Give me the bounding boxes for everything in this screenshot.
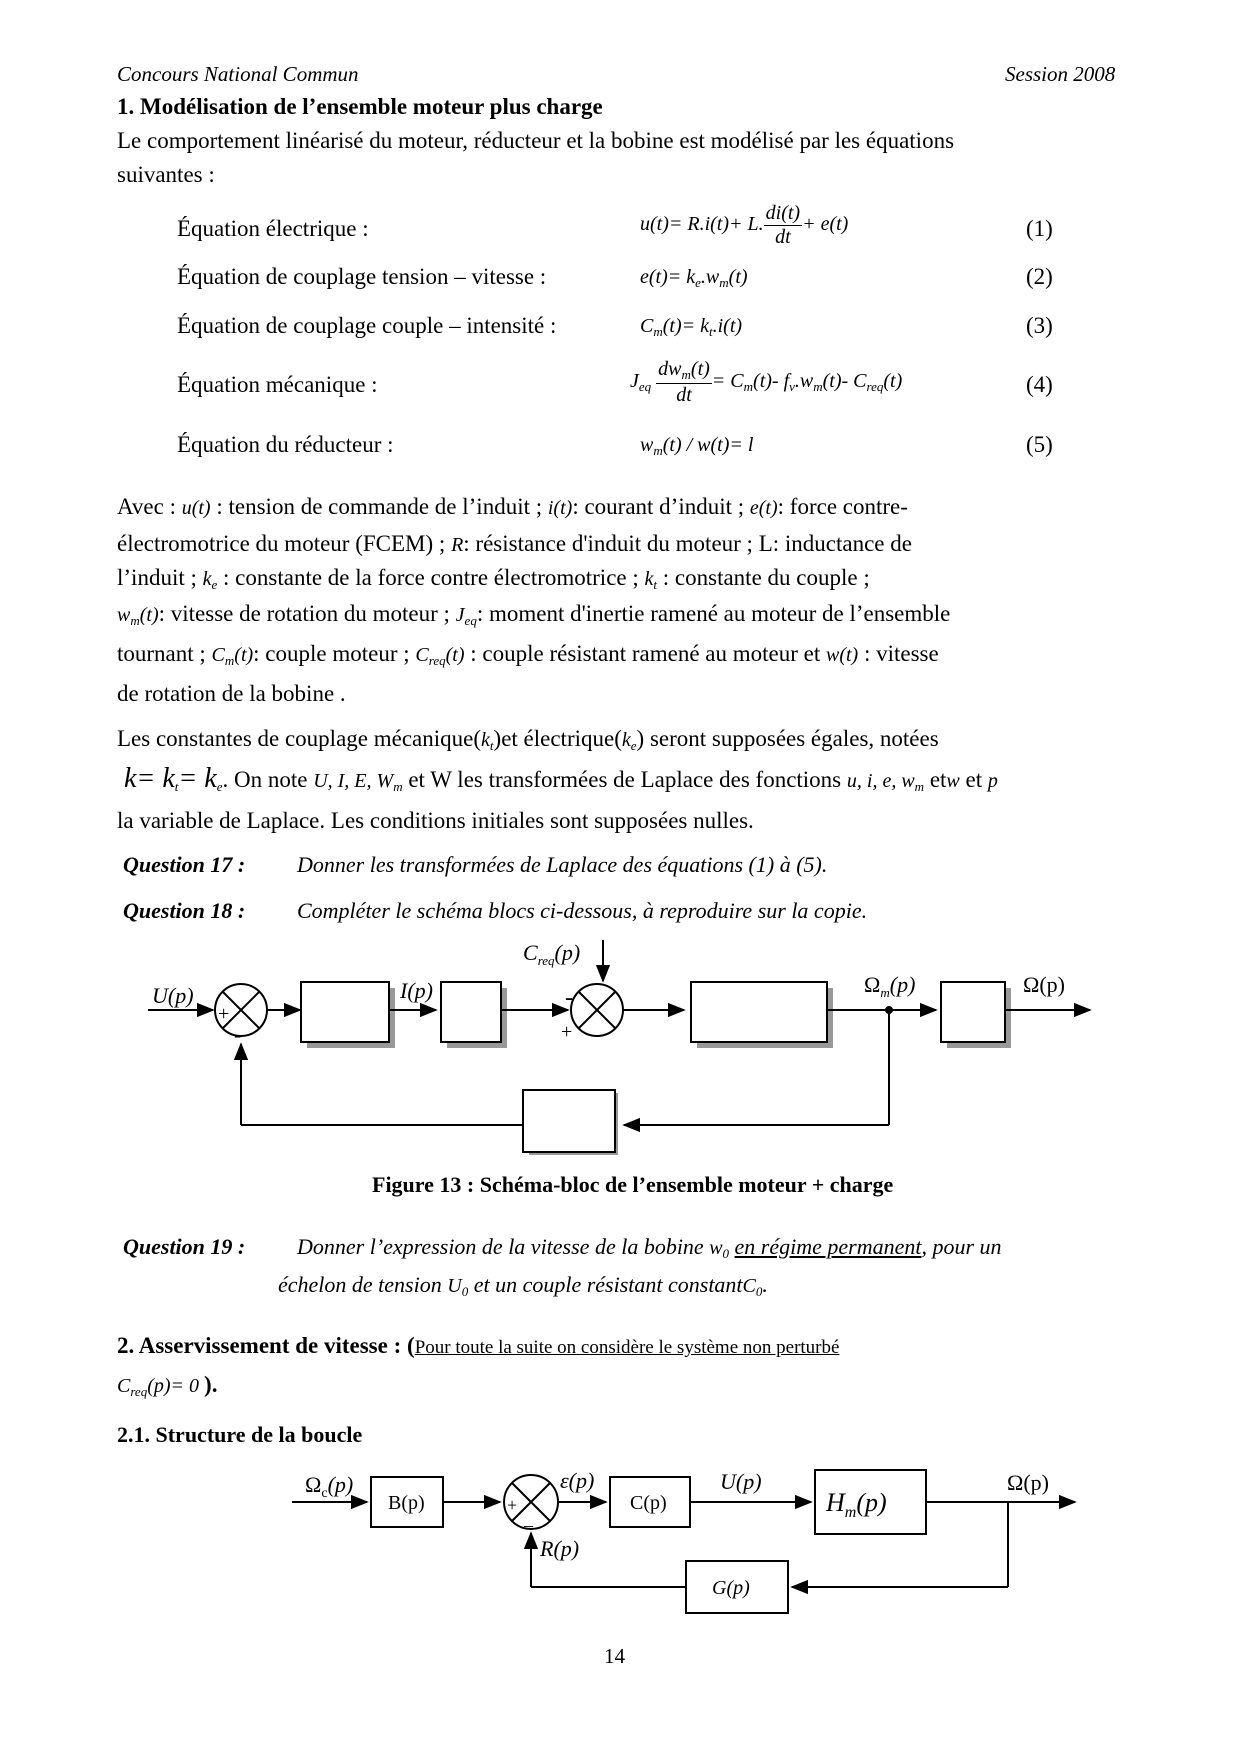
block-diagram-speed-loop xyxy=(0,1455,1240,1630)
avec-line2: électromotrice du moteur (FCEM) ; R: résistance d'induit du moteur ; L: inductance de xyxy=(117,531,912,556)
summer1-minus: - xyxy=(234,1022,242,1047)
summer2-minus: - xyxy=(565,985,573,1011)
eq3-number: (3) xyxy=(1026,313,1053,338)
avec-line1: Avec : u(t) : tension de commande de l’induit ; i(t): courant d’induit ; e(t): force contre- xyxy=(117,494,908,519)
avec-line3: l’induit ; $k_e$ : constante de la force contre électromotrice ; $k_t$ : constante du couple ; xyxy=(117,565,870,592)
section1-title: 1. Modélisation de l’ensemble moteur plus charge xyxy=(117,94,603,119)
i-p-label: I(p) xyxy=(400,978,433,1003)
header-right: Session 2008 xyxy=(1005,62,1116,86)
eq1-number: (1) xyxy=(1026,216,1053,241)
eq4-label: Équation mécanique : xyxy=(177,372,378,397)
block-1 xyxy=(301,982,389,1042)
q19-line1: Donner l’expression de la vitesse de la bobine $w_0$ en régime permanent, pour un xyxy=(297,1234,1002,1261)
q19-line2: échelon de tension $U_0$ et un couple résistant constantC$_0$. xyxy=(278,1272,768,1299)
q18-label: Question 18 : xyxy=(123,898,246,923)
omega-out-label: Ω(p) xyxy=(1007,1470,1050,1495)
eq2-number: (2) xyxy=(1026,264,1053,289)
creq-label: $C_{req}(p)$ xyxy=(523,940,581,968)
intro-line2: suivantes : xyxy=(117,162,215,187)
q17-text: Donner les transformées de Laplace des équations (1) à (5). xyxy=(297,852,828,877)
summer2-plus: + xyxy=(561,1021,573,1043)
constants-line1: Les constantes de couplage $mécanique(k_t)et$ $électrique(k_e)$ seront supposées égales, notées xyxy=(117,726,939,753)
u-p-label: U(p) xyxy=(152,983,194,1008)
subsection-2-1-title: 2.1. Structure de la boucle xyxy=(117,1422,363,1447)
eq3-math: $C_m(t)= k_t.i(t)$ xyxy=(640,315,743,339)
header-left: Concours National Commun xyxy=(117,62,359,86)
omega-output-label: Ω(p) xyxy=(1023,972,1066,997)
section2-condition: $C_{req}(p)= 0$ ). xyxy=(117,1372,218,1399)
omega-c-label: $\Omega_c(p)$ xyxy=(305,1472,354,1501)
constants-line3: la variable de Laplace. Les conditions initiales sont supposées nulles. xyxy=(117,808,754,833)
eq2-label: Équation de couplage tension – vitesse : xyxy=(177,264,547,289)
block-diagram-motor xyxy=(0,930,1240,1170)
hm-label: $H_m(p)$ xyxy=(826,1488,887,1521)
block-4 xyxy=(941,982,1005,1042)
summer3-plus: + xyxy=(507,1495,518,1515)
q17-label: Question 17 : xyxy=(123,852,246,877)
avec-line4: $w_m(t)$: vitesse de rotation du moteur ; $J_{eq}$: moment d'inertie ramené au moteur de l’ensemble xyxy=(117,601,951,628)
block-3 xyxy=(691,982,827,1042)
page-number: 14 xyxy=(604,1644,625,1668)
block-2 xyxy=(441,982,501,1042)
avec-line6: de rotation de la bobine . xyxy=(117,681,346,706)
eq1-label: Équation électrique : xyxy=(177,216,369,241)
q18-text: Compléter le schéma blocs ci-dessous, à reproduire sur la copie. xyxy=(297,898,868,923)
eq3-label: Équation de couplage couple – intensité : xyxy=(177,313,557,338)
q19-label: Question 19 : xyxy=(123,1234,246,1259)
u-label: U(p) xyxy=(720,1469,762,1494)
eq2-math: $e(t)= k_e.w_m(t)$ xyxy=(640,266,748,290)
b-label: B(p) xyxy=(388,1492,425,1514)
eq5-number: (5) xyxy=(1026,432,1053,457)
intro-line1: Le comportement linéarisé du moteur, réducteur et la bobine est modélisé par les équations xyxy=(117,128,955,153)
constants-line2: $k= k_t= k_e$. On note U, I, E, $W_m$ et W les transformées de Laplace des fonctions u, i, e, $w_m$ etw et p xyxy=(124,763,998,794)
eq4-math: $J_{eq}$ $\frac{dw_m(t)}{dt}$ = $C_m(t)-$ $f_v.w_m(t)-$ $C_{req}(t)$ xyxy=(630,358,903,406)
eq4-number: (4) xyxy=(1026,372,1053,397)
eq5-math: $w_m(t) / w(t)= l$ xyxy=(640,434,754,458)
c-label: C(p) xyxy=(630,1492,667,1514)
eq5-label: Équation du réducteur : xyxy=(177,432,394,457)
feedback-block xyxy=(523,1090,615,1152)
omega-m-label: $\Omega_m(p)$ xyxy=(864,972,916,1000)
avec-line5: tournant ; $C_m(t)$: couple moteur ; $C_{req}(t)$ : couple résistant ramené au moteur et w(t) : vitesse xyxy=(117,641,939,668)
summer1-plus: + xyxy=(218,1003,230,1025)
r-label: R(p) xyxy=(540,1536,580,1561)
summer3-minus: – xyxy=(524,1515,533,1535)
figure13-caption: Figure 13 : Schéma-bloc de l’ensemble moteur + charge xyxy=(372,1172,894,1197)
g-label: G(p) xyxy=(712,1577,750,1599)
eps-label: ε(p) xyxy=(560,1468,595,1493)
section2-title-line: 2. Asservissement de vitesse : (Pour toute la suite on considère le système non perturbé xyxy=(117,1333,840,1358)
eq1-math: u(t)= R.i(t)+ L. $\frac{di(t)}{dt}$ + e(t) xyxy=(640,202,849,248)
